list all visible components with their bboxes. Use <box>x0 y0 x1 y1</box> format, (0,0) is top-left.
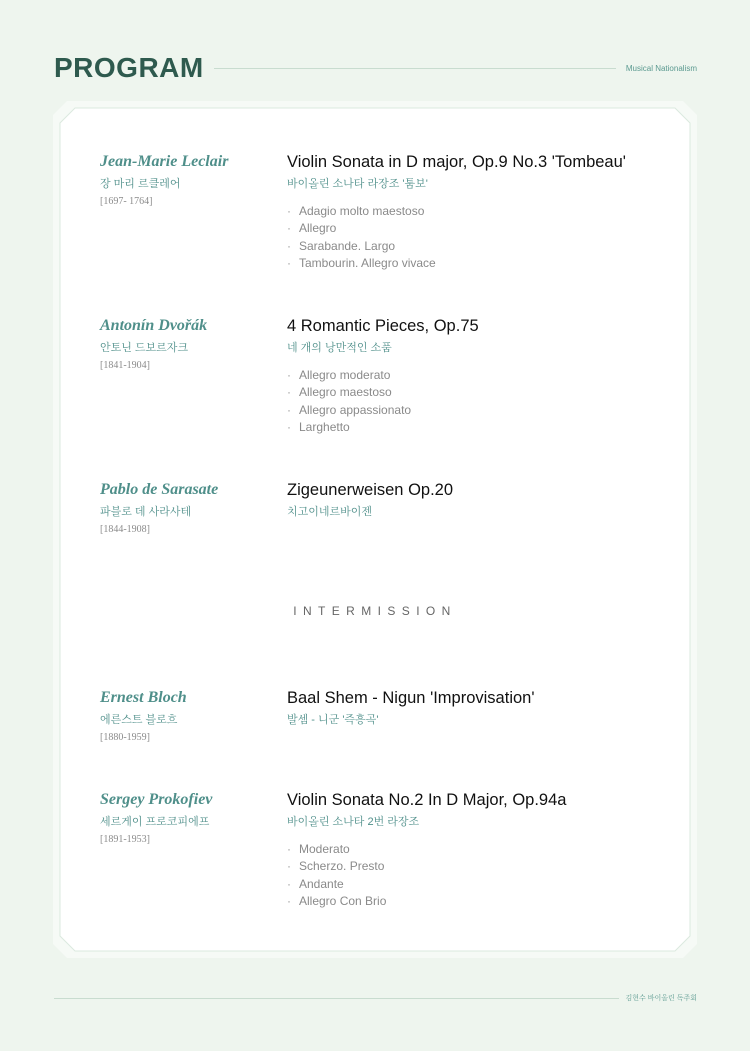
footer-text: 김현수 바이올린 독주회 <box>625 995 697 1002</box>
movement-item: · Tambourin. Allegro vivace <box>287 255 667 272</box>
composer-info <box>100 689 280 744</box>
composer-years: [1697- 1764] <box>100 196 153 207</box>
movement-item: · Allegro appassionato <box>287 402 667 419</box>
composer-name-kr: 장 마리 르클레어 <box>100 178 181 190</box>
movement-list <box>287 367 667 436</box>
footer-divider <box>54 998 619 999</box>
movement-item: · Moderato <box>287 841 667 858</box>
movement-item: · Scherzo. Presto <box>287 858 667 875</box>
composer-info <box>100 153 280 208</box>
header-divider <box>214 68 616 69</box>
composer-years: [1841-1904] <box>100 360 150 371</box>
work-info <box>287 689 667 727</box>
composer-name: Jean-Marie Leclair <box>100 153 229 170</box>
composer-name-kr: 파블로 데 사라사테 <box>100 506 192 518</box>
movement-item: · Allegro <box>287 220 667 237</box>
composer-name-kr: 안토닌 드보르자크 <box>100 342 189 354</box>
intermission-label: INTERMISSION <box>293 604 457 618</box>
composer-info <box>100 317 280 372</box>
work-title: 4 Romantic Pieces, Op.75 <box>287 317 479 335</box>
work-info <box>287 153 667 272</box>
composer-info <box>100 481 280 536</box>
movement-item: · Larghetto <box>287 419 667 436</box>
composer-name-kr: 세르게이 프로코피에프 <box>100 816 210 828</box>
movement-item: · Allegro Con Brio <box>287 893 667 910</box>
composer-name: Antonín Dvořák <box>100 317 208 334</box>
page-header <box>54 50 697 86</box>
movement-item: · Sarabande. Largo <box>287 238 667 255</box>
work-info <box>287 481 667 519</box>
composer-years: [1891-1953] <box>100 834 150 845</box>
composer-years: [1844-1908] <box>100 524 150 535</box>
page-footer <box>54 992 697 1004</box>
composer-name-kr: 에른스트 블로흐 <box>100 714 178 726</box>
page-title: PROGRAM <box>54 52 204 83</box>
movement-item: · Allegro moderato <box>287 367 667 384</box>
work-title: Violin Sonata No.2 In D Major, Op.94a <box>287 791 567 809</box>
movement-item: · Adagio molto maestoso <box>287 203 667 220</box>
composer-name: Ernest Bloch <box>100 689 187 706</box>
page-subtitle: Musical Nationalism <box>625 63 697 73</box>
work-info <box>287 317 667 436</box>
movement-list <box>287 203 667 272</box>
work-title: Baal Shem - Nigun 'Improvisation' <box>287 689 535 707</box>
movement-item: · Andante <box>287 876 667 893</box>
work-title-kr: 바이올린 소나타 라장조 '툼보' <box>287 178 428 190</box>
work-title-kr: 치고이네르바이젠 <box>287 506 373 518</box>
work-title-kr: 발셈 - 니군 '즉흥곡' <box>287 714 379 726</box>
movement-item: · Allegro maestoso <box>287 384 667 401</box>
work-title-kr: 바이올린 소나타 2번 라장조 <box>287 816 420 828</box>
work-title: Zigeunerweisen Op.20 <box>287 481 454 499</box>
work-info <box>287 791 667 910</box>
composer-name: Pablo de Sarasate <box>100 481 219 498</box>
composer-info <box>100 791 280 846</box>
work-title-kr: 네 개의 낭만적인 소품 <box>287 342 392 354</box>
composer-years: [1880-1959] <box>100 732 150 743</box>
composer-name: Sergey Prokofiev <box>100 791 213 808</box>
work-title: Violin Sonata in D major, Op.9 No.3 'Tombeau' <box>287 153 626 171</box>
movement-list <box>287 841 667 910</box>
